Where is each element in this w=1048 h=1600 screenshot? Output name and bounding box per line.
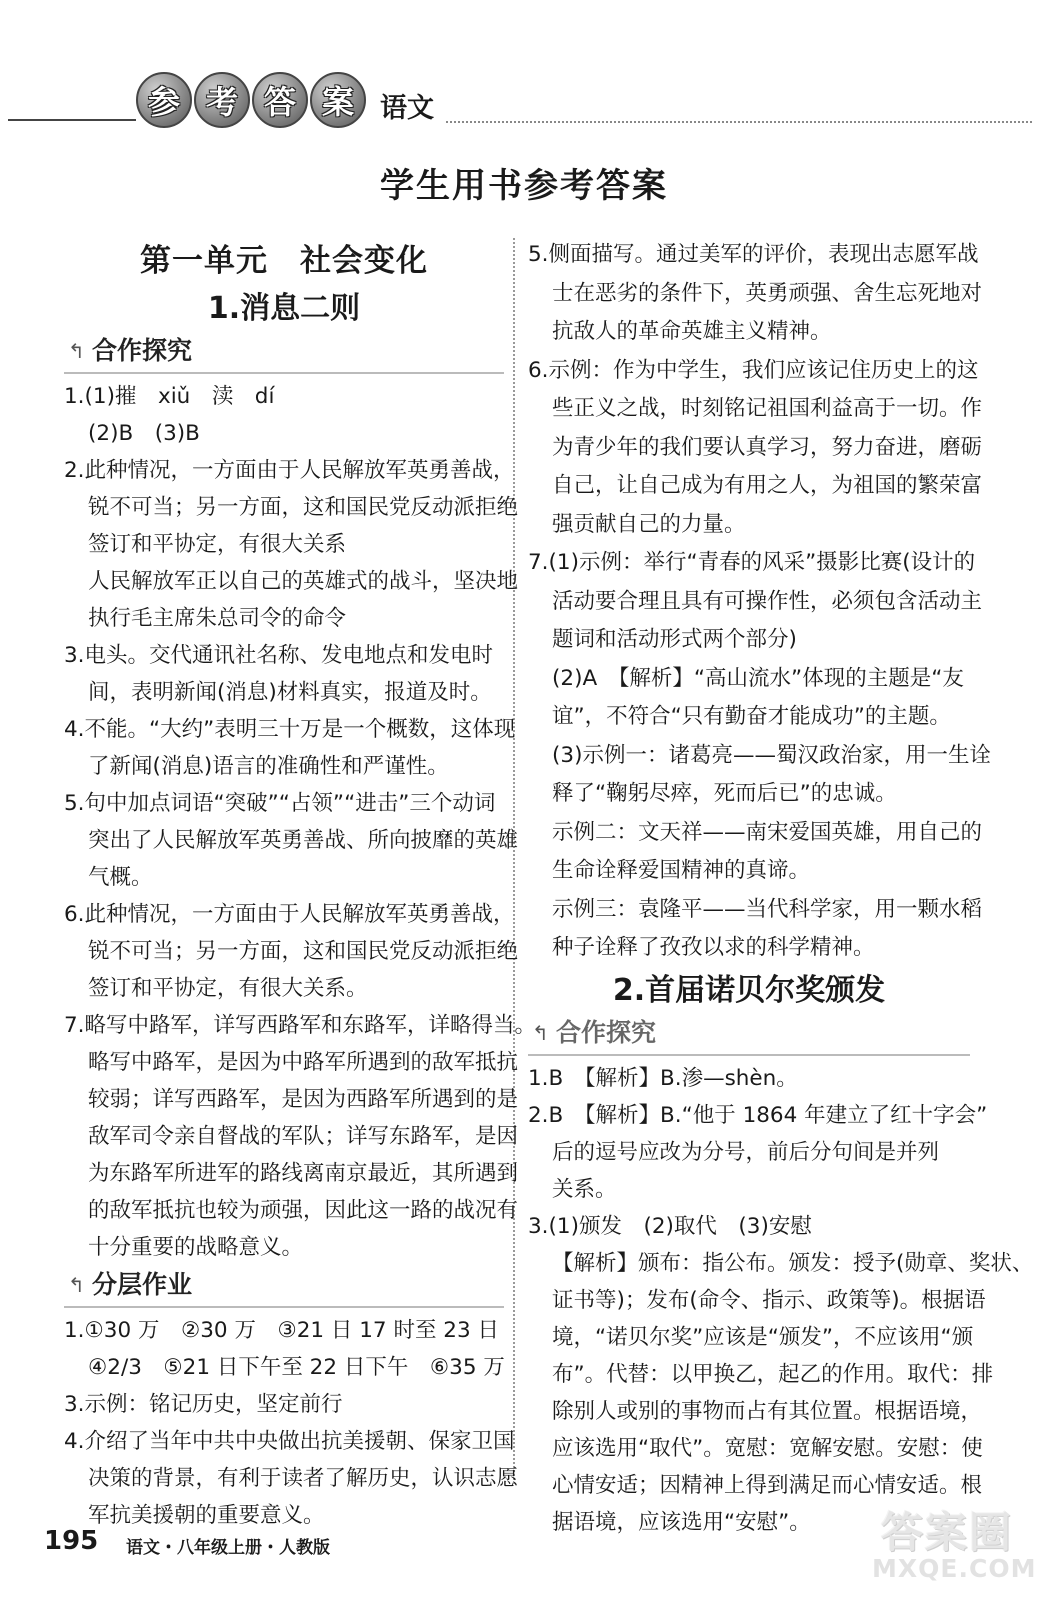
answer-line: 气概。 bbox=[88, 865, 153, 890]
column-divider bbox=[513, 238, 515, 1484]
answer-line: 4.不能。“大约”表明三十万是一个概数，这体现 bbox=[64, 717, 516, 742]
answer-line: 1.①30 万 ②30 万 ③21 日 17 时至 23 日 bbox=[64, 1318, 499, 1343]
lesson-title: 1.消息二则 bbox=[207, 291, 361, 326]
answer-block bbox=[64, 378, 537, 1266]
section-heading bbox=[64, 334, 504, 374]
answer-line: (2)A 【解析】“高山流水”体现的主题是“友 bbox=[552, 665, 964, 691]
answer-line: 境，“诺贝尔奖”应该是“颁发”，不应该用“颁 bbox=[552, 1324, 974, 1350]
answer-line: 敌军司令亲自督战的军队；详写东路军，是因 bbox=[88, 1124, 519, 1149]
answer-line: 示例三：袁隆平——当代科学家，用一颗水稻 bbox=[552, 896, 983, 922]
answer-line: (3)示例一：诸葛亮——蜀汉政治家，用一生诠 bbox=[552, 742, 991, 768]
answer-line: 了新闻(消息)语言的准确性和严谨性。 bbox=[88, 754, 449, 779]
answer-line: 突出了人民解放军英勇善战、所向披靡的英雄 bbox=[88, 828, 519, 853]
answer-line: 人民解放军正以自己的英雄式的战斗，坚决地 bbox=[88, 569, 519, 594]
section-heading-label: 分层作业 bbox=[92, 1270, 193, 1299]
watermark-url: MXQE.COM bbox=[872, 1554, 1037, 1583]
section-heading-label: 合作探究 bbox=[556, 1017, 657, 1047]
answer-block bbox=[64, 1312, 519, 1534]
answer-line: 签订和平协定，有很大关系。 bbox=[88, 976, 368, 1001]
answer-line: 关系。 bbox=[552, 1176, 617, 1202]
answer-line: 3.示例：铭记历史，坚定前行 bbox=[64, 1392, 343, 1417]
page-title: 学生用书参考答案 bbox=[380, 166, 668, 206]
answer-line: 应该选用“取代”。宽慰：宽解安慰。安慰：使 bbox=[552, 1435, 983, 1461]
header-rule-dotted bbox=[446, 121, 1032, 123]
answer-line: 题词和活动形式两个部分) bbox=[552, 627, 797, 652]
page-number: 195 bbox=[44, 1526, 99, 1556]
left-column bbox=[64, 236, 537, 1534]
answer-line: 据语境，应该选用“安慰”。 bbox=[552, 1509, 811, 1535]
header-rule-left bbox=[8, 119, 136, 121]
answer-line: 除别人或别的事物而占有其位置。根据语境， bbox=[552, 1398, 983, 1424]
answer-line: 后的逗号应改为分号，前后分句间是并列 bbox=[552, 1139, 940, 1165]
badge-char: 考 bbox=[194, 72, 250, 128]
answer-line: 执行毛主席朱总司令的命令 bbox=[88, 606, 347, 631]
answer-badge-group bbox=[136, 72, 368, 128]
badge-char: 参 bbox=[136, 72, 192, 128]
watermark-text: 答案圈 bbox=[880, 1508, 1013, 1557]
answer-line: 4.介绍了当年中共中央做出抗美援朝、保家卫国 bbox=[64, 1429, 515, 1454]
answer-line: 释了“鞠躬尽瘁，死而后已”的忠诚。 bbox=[552, 781, 897, 806]
answer-line: 1.(1)摧 xiǔ 渎 dí bbox=[64, 384, 275, 409]
answer-line: 抗敌人的革命英雄主义精神。 bbox=[552, 319, 832, 344]
answer-line: 示例二：文天祥——南宋爱国英雄，用自己的 bbox=[552, 819, 983, 845]
lesson-title: 2.首届诺贝尔奖颁发 bbox=[612, 972, 886, 1008]
answer-line: ④2/3 ⑤21 日下午至 22 日下午 ⑥35 万 bbox=[88, 1355, 505, 1380]
answer-line: 十分重要的战略意义。 bbox=[88, 1235, 304, 1260]
answer-line: 谊”，不符合“只有勤奋才能成功”的主题。 bbox=[552, 704, 951, 729]
answer-line: 3.(1)颁发 (2)取代 (3)安慰 bbox=[528, 1213, 812, 1239]
section-arrow-icon: ↰ bbox=[68, 1273, 85, 1297]
answer-line: 5.句中加点词语“突破”“占领”“进击”三个动词 bbox=[64, 791, 496, 816]
answer-line: 锐不可当；另一方面，这和国民党反动派拒绝 bbox=[88, 939, 519, 964]
answer-line: 证书等)；发布(命令、指示、政策等)。根据语 bbox=[552, 1287, 986, 1313]
section-arrow-icon: ↰ bbox=[532, 1020, 549, 1045]
subject-label: 语文 bbox=[380, 93, 434, 124]
section-heading-label: 合作探究 bbox=[92, 336, 193, 365]
unit-title: 第一单元 社会变化 bbox=[140, 243, 428, 279]
answer-line: 为东路军所进军的路线离南京最近，其所遇到 bbox=[88, 1161, 519, 1186]
answer-line: 锐不可当；另一方面，这和国民党反动派拒绝 bbox=[88, 495, 519, 520]
section-arrow-icon: ↰ bbox=[68, 339, 85, 363]
answer-line: 自己，让自己成为有用之人，为祖国的繁荣富 bbox=[552, 473, 983, 498]
badge-char: 案 bbox=[310, 72, 366, 128]
answer-line: 士在恶劣的条件下，英勇顽强、舍生忘死地对 bbox=[552, 280, 983, 306]
answer-line: 7.略写中路军，详写西路军和东路军，详略得当。 bbox=[64, 1013, 537, 1038]
section-heading bbox=[528, 1016, 970, 1056]
answer-line: 6.此种情况，一方面由于人民解放军英勇善战， bbox=[64, 902, 515, 927]
answer-line: 较弱；详写西路军，是因为西路军所遇到的是 bbox=[88, 1087, 519, 1112]
answer-line: 为青少年的我们要认真学习，努力奋进，磨砺 bbox=[552, 434, 983, 460]
answer-line: 2.此种情况，一方面由于人民解放军英勇善战， bbox=[64, 458, 515, 483]
answer-line: 些正义之战，时刻铭记祖国利益高于一切。作 bbox=[552, 396, 983, 421]
answer-line: 3.电头。交代通讯社名称、发电地点和发电时 bbox=[64, 643, 494, 668]
answer-line: 强贡献自己的力量。 bbox=[552, 511, 746, 537]
answer-line: 7.(1)示例：举行“青春的风采”摄影比赛(设计的 bbox=[528, 550, 976, 575]
answer-line: 布”。代替：以甲换乙，起乙的作用。取代：排 bbox=[552, 1361, 994, 1387]
answer-line: 决策的背景，有利于读者了解历史，认识志愿 bbox=[88, 1466, 519, 1491]
answer-line: 6.示例：作为中学生，我们应该记住历史上的这 bbox=[528, 357, 979, 383]
answer-line: 生命诠释爱国精神的真谛。 bbox=[552, 858, 811, 883]
answer-line: 略写中路军，是因为中路军所遇到的敌军抵抗 bbox=[88, 1050, 519, 1075]
answer-line: 间，表明新闻(消息)材料真实，报道及时。 bbox=[88, 680, 492, 705]
answer-line: 5.侧面描写。通过美军的评价，表现出志愿军战 bbox=[528, 242, 979, 267]
book-info: 语文・八年级上册・人教版 bbox=[126, 1538, 330, 1558]
badge-char: 答 bbox=[252, 72, 308, 128]
answer-line: 活动要合理且具有可操作性，必须包含活动主 bbox=[552, 588, 983, 614]
answer-line: 【解析】颁布：指公布。颁发：授予(勋章、奖状、 bbox=[552, 1250, 1034, 1276]
section-heading bbox=[64, 1268, 504, 1308]
answer-line: 军抗美援朝的重要意义。 bbox=[88, 1503, 325, 1528]
answer-block bbox=[528, 236, 991, 968]
answer-line: 的敌军抵抗也较为顽强，因此这一路的战况有 bbox=[88, 1198, 519, 1223]
answer-line: 1.B 【解析】B.渗—shèn。 bbox=[528, 1065, 798, 1091]
watermark-logo bbox=[872, 1500, 1037, 1592]
answer-line: 种子诠释了孜孜以求的科学精神。 bbox=[552, 935, 875, 960]
answer-line: (2)B (3)B bbox=[88, 421, 200, 446]
answer-line: 心情安适；因精神上得到满足而心情安适。根 bbox=[552, 1472, 983, 1498]
answer-line: 签订和平协定，有很大关系 bbox=[88, 532, 347, 557]
answer-line: 2.B 【解析】B.“他于 1864 年建立了红十字会” bbox=[528, 1102, 988, 1128]
